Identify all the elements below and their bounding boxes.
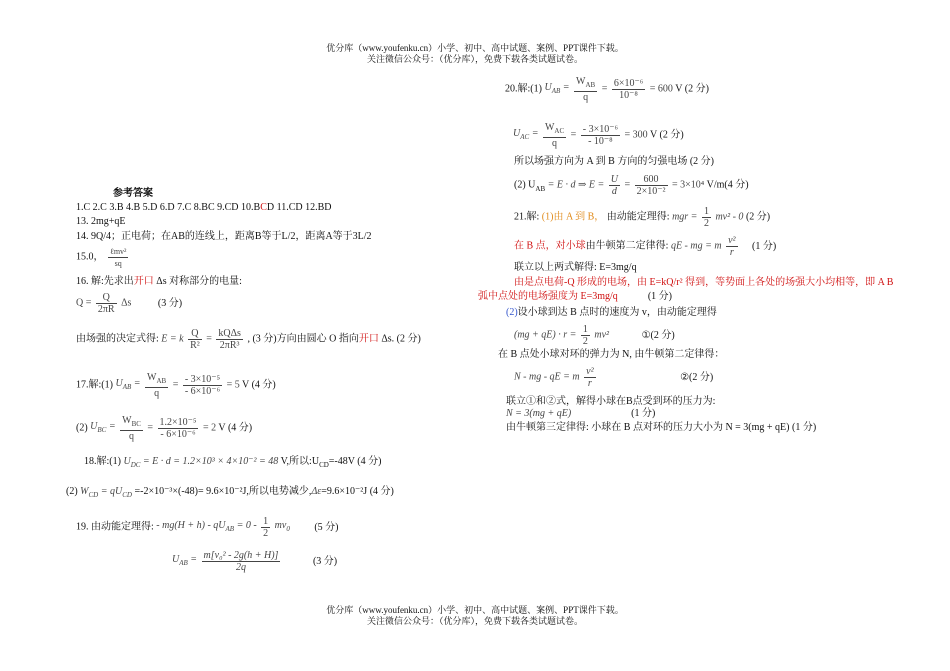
q20-part-2: (2) $U_{AB} = E \cdot d$ ⇒ E = $\frac{U}{d}$ = $\frac{600}{\text{2×10⁻²}}$ = 3×10⁴ V/m(4 分): [514, 174, 749, 197]
q17-part-2: (2) $U_{BC}$ = $\frac{W_{BC}}{q}$ = $\frac{\text{1.2×10⁻⁵}}{\text{- 6×10⁻⁶}}$ = 2 V (4 分): [76, 415, 253, 442]
q21-normal-force: N = 3(mg + qE) (1 分): [506, 408, 656, 419]
q19-line-2: $U_{AB}$ = $\frac{\text{m[v₀² - 2g(h + H)]}}{2q}$ (3 分): [172, 550, 338, 573]
q16-line-1: 16. 解:先求出开口 Δs 对称部分的电量:: [76, 276, 242, 287]
q21-line-2: 在 B 点，对小球由牛顿第二定律得: qE - mg = m $\frac{\text{v²}}{r}$ (1 分): [514, 235, 777, 258]
q21-newton-equation: N - mg - qE = m $\frac{\text{v²}}{r}$ ②(2 分): [514, 366, 714, 389]
q21-note-2: 弧中点处的电场强度为 E=3mg/q (1 分): [478, 291, 672, 302]
header-line-1: 优分库（www.youfenku.cn）小学、初中、高中试题、案例、PPT课件下载。: [326, 43, 624, 53]
q14-answer: 14. 9Q/4；正电荷；在AB的连线上，距离B等于L/2，距离A等于3L/2: [76, 231, 372, 242]
q13-answer: 13. 2mg+qE: [76, 216, 126, 227]
q21-combine: 联立①和②式，解得小球在B点受到环的压力为:: [506, 396, 716, 407]
q19-line-1: 19. 由动能定理得: - $mg(H + h) - qU_{AB} = 0$ - $\frac{1}{2}$ $mv_0$ (5 分): [76, 516, 339, 539]
q20-part-1b: $U_{AC}$ = $\frac{W_{AC}}{q}$ = $\frac{\text{- 3×10⁻⁶}}{\text{- 10⁻⁸}}$ = 300 V (2 分): [513, 122, 684, 149]
q17-part-1: 17.解:(1) $U_{AB}$ = $\frac{W_{AB}}{q}$ = $\frac{\text{- 3×10⁻⁵}}{\text{- 6×10⁻⁶}}$ = 5 V (4 分): [76, 372, 276, 399]
footer-line-2: 关注微信公众号：（优分库），免费下载各类试题试卷。: [366, 616, 583, 626]
q18-part-1: 18.解:(1) $U_{DC} = E \cdot d = 1.2\times 10^3 \times 4\times 10^{-2} = 48$ V,所以$:U_{CD}=-48V$ (4 分): [84, 456, 382, 469]
q20-part-1: 20.解:(1) $U_{AB}$ = $\frac{W_{AB}}{q}$ = $\frac{\text{6×10⁻⁶}}{\text{10⁻⁸}}$ = 600 V (2 分): [505, 76, 709, 103]
q15-answer: 15.0， $\frac{\text{ℓmv²}}{sq}$: [76, 247, 127, 268]
header-line-2: 关注微信公众号：（优分库），免费下载各类试题试卷。: [366, 54, 583, 64]
choice-answers: 1.C 2.C 3.B 4.B 5.D 6.D 7.C 8.BC 9.CD 10.BCD 11.CD 12.BD: [76, 202, 332, 213]
q21-conclusion: 由牛顿第三定律得: 小球在 B 点对环的压力大小为 N = 3(mg + qE) (1 分): [506, 422, 817, 433]
q16-field-equation: 由场强的决定式得: E = k $\frac{Q}{\text{R²}}$ = $\frac{\text{kQΔs}}{\text{2πR³}}$ , (3 分)方向由圆心 O 指向开口 Δs. (2 分): [76, 328, 421, 351]
q21-line-1: 21.解: (1)由 A 到 B， 由动能定理得: mgr = $\frac{1}{2}$ mv² - 0 (2 分): [514, 206, 771, 229]
q16-charge-equation: Q = $\frac{Q}{2\pi R}$ Δs (3 分): [76, 292, 183, 315]
answers-title: 参考答案: [113, 188, 153, 199]
q21-part-2-intro: (2)设小球到达 B 点时的速度为 v，由动能定理得: [506, 307, 717, 318]
q18-part-2: (2) $W_{CD} = qU_{CD} =-2\times 10^{-3}\times(-48)= 9.6\times 10^{-2}J$,所以电势减少,Δε=9.6×10⁻²J (4 分): [66, 486, 394, 499]
q21-note-1: 由是点电荷-Q 形成的电场，由 E=kQ/r² 得到，等势面上各处的场强大小均相等，即 A B: [514, 277, 894, 288]
q21-result: 联立以上两式解得: E=3mg/q: [514, 262, 637, 273]
footer-line-1: 优分库（www.youfenku.cn）小学、初中、高中试题、案例、PPT课件下载。: [326, 605, 624, 615]
q21-normal-force-intro: 在 B 点处小球对环的弹力为 N, 由牛顿第二定律得：: [498, 349, 725, 360]
q21-energy-equation: (mg + qE) · r = $\frac{1}{2}$ mv² ①(2 分): [514, 324, 675, 347]
q20-direction: 所以场强方向为 A 到 B 方向的匀强电场 (2 分): [514, 156, 714, 167]
